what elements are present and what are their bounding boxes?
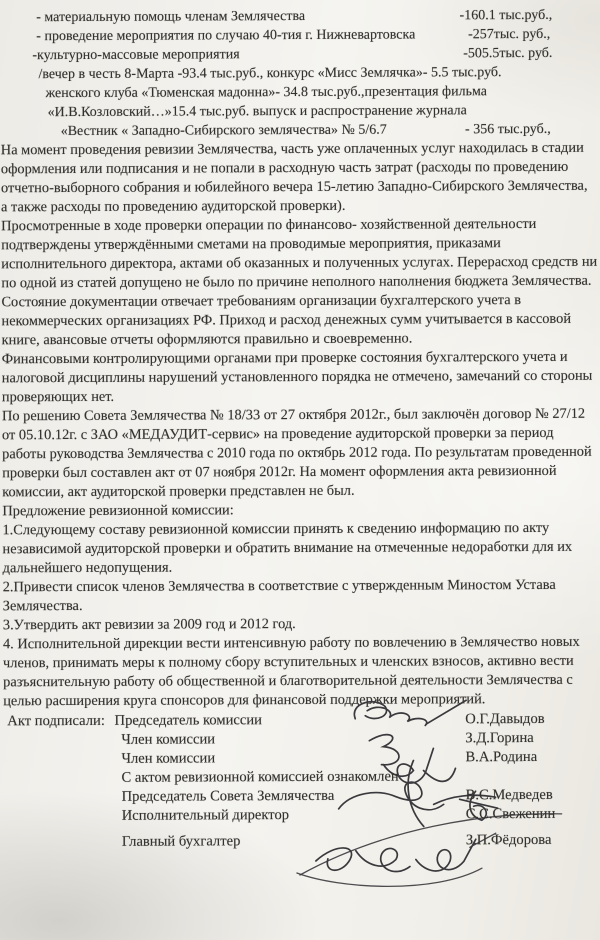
expense-line (38, 63, 596, 84)
expense-line (36, 6, 596, 27)
commission-proposal-heading: Предложение ревизионной комиссии: (2, 502, 234, 520)
expense-amount: -257тыс. руб., (468, 26, 551, 43)
sign-row (4, 805, 600, 827)
sign-row (4, 786, 600, 808)
paragraph: Финансовыми контролирующими органами при проверке состояния бухгалтерского учета и налоговой дисциплины нарушений установленного порядка не отмечено, замечаний со стороны проверяющих нет. (1, 348, 593, 406)
expense-line (32, 44, 596, 65)
proposal-item-4: 4. Исполнительной дирекции вести интенсивную работу по вовлечению в Землячество новых членов, принимать меры к полному сбору вступительных и членских взносов, активно вести разъяснительную работу об общественной и благотворительной деятельности Землячества с целью расширения круга спонсоров для финансовой поддержки мероприятий. (2, 633, 580, 710)
expense-amount: -505.5тыс. руб. (463, 45, 553, 62)
signer-role: Главный бухгалтер (121, 833, 241, 850)
expense-amount: - 356 тыс.руб., (465, 121, 551, 138)
document-content (0, 6, 600, 853)
signer-role: Председатель комиссии (114, 712, 263, 729)
expense-label: «Вестник « Западно-Сибирского землячества» № 5/6.7 (60, 122, 387, 140)
expense-label: - материальную помощь членам Землячества (36, 8, 306, 26)
paragraph: Состояние документации отвечает требованиям организации бухгалтерского учета в некоммерческих организациях РФ. Приход и расход денежных сумм учитывается в кассовой книге, авансовые отчеты оформляются правильно и своевременно. (1, 292, 572, 349)
expense-list (0, 6, 597, 142)
signer-name: З.П.Фёдорова (465, 831, 552, 849)
expense-label: -культурно-массовые мероприятия (32, 47, 240, 64)
sign-row (4, 831, 600, 853)
signer-name: О.Г.Давыдов (465, 710, 545, 728)
proposal-item-3: 3.Утвердить акт ревизии за 2009 год и 2012 год. (2, 616, 296, 634)
acknowledgement-line: С актом ревизионной комиссией ознакомлен (121, 768, 399, 786)
expense-label: «И.В.Козловский…»15.4 тыс.руб. выпуск и распространение журнала (47, 103, 467, 121)
proposal-item-1: 1.Следующему составу ревизионной комиссии принять к сведению информацию по акту независимой аудиторской проверки и обратить внимание на отмеченные недоработки для их дальнейшего недопущения. (2, 519, 573, 577)
paragraph: Просмотренные в ходе проверки операции по финансово- хозяйственной деятельности подтверждены утверждёнными сметами на проводимые мероприятия, приказами исполнительного директора, актами об оказанных и полученных услугах. Перерасход средств ни по одной из статей допущено не было по причине неполного наполнения бюджета Землячества. (1, 215, 598, 292)
expense-amount: -160.1 тыс.руб., (459, 7, 553, 24)
signer-name: В.А.Родина (465, 748, 538, 766)
sign-row (3, 710, 599, 732)
signer-name: З.Д.Горина (465, 729, 534, 747)
signer-name: С.С.Свеженин (465, 805, 556, 823)
expense-label: - проведение мероприятия по случаю 40-тия г. Нижневартовска (36, 27, 416, 45)
sign-intro: Акт подписали: (7, 712, 105, 730)
expense-label: /вечер в честь 8-Марта -93.4 тыс.руб., конкурс «Мисс Землячка»- 5.5 тыс.руб. (38, 65, 502, 83)
proposal-item-2: 2.Привести список членов Землячества в соответствие с утвержденным Миностом Устава Землячества. (2, 576, 556, 615)
signature-block (3, 710, 600, 853)
signer-role: Председатель Совета Землячества (121, 787, 335, 805)
paragraph: По решению Совета Землячества № 18/33 от 27 октября 2012г., был заключён договор № 27/12 от 05.10.12г. с ЗАО «МЕДАУДИТ-сервис» на проведение аудиторской проверки за период работы руководства Землячества с 2010 года по октябрь 2012 года. По результатам проведенной проверки был составлен акт от 07 ноября 2012г. На момент оформления акта ревизионной комиссии, акт аудиторской проверки представлен не был. (1, 405, 592, 501)
signer-role: Член комиссии (121, 750, 216, 767)
sign-row (3, 729, 599, 751)
sign-row (3, 767, 599, 789)
expense-line (36, 25, 596, 46)
signer-role: Исполнительный директор (121, 807, 290, 824)
sign-row (3, 748, 599, 770)
document-body (1, 139, 599, 712)
expense-line (45, 82, 596, 103)
paragraph: На момент проведения ревизии Землячества, часть уже оплаченных услуг находилась в стадии оформления или подписания и не попали в расходную часть затрат (расходы по проведению отчетно-выборного собрания и юбилейного вечера 15-летию Западно-Сибирского Землячества, а также расходы по проведению аудиторской проверки). (0, 139, 588, 216)
expense-label: женского клуба «Тюменская мадонна»- 34.8 тыс.руб.,презентация фильма (45, 84, 487, 102)
signer-role: Член комиссии (121, 731, 216, 748)
expense-line (48, 101, 597, 122)
expense-line (61, 120, 597, 141)
signer-name: В.С.Медведев (465, 786, 553, 804)
